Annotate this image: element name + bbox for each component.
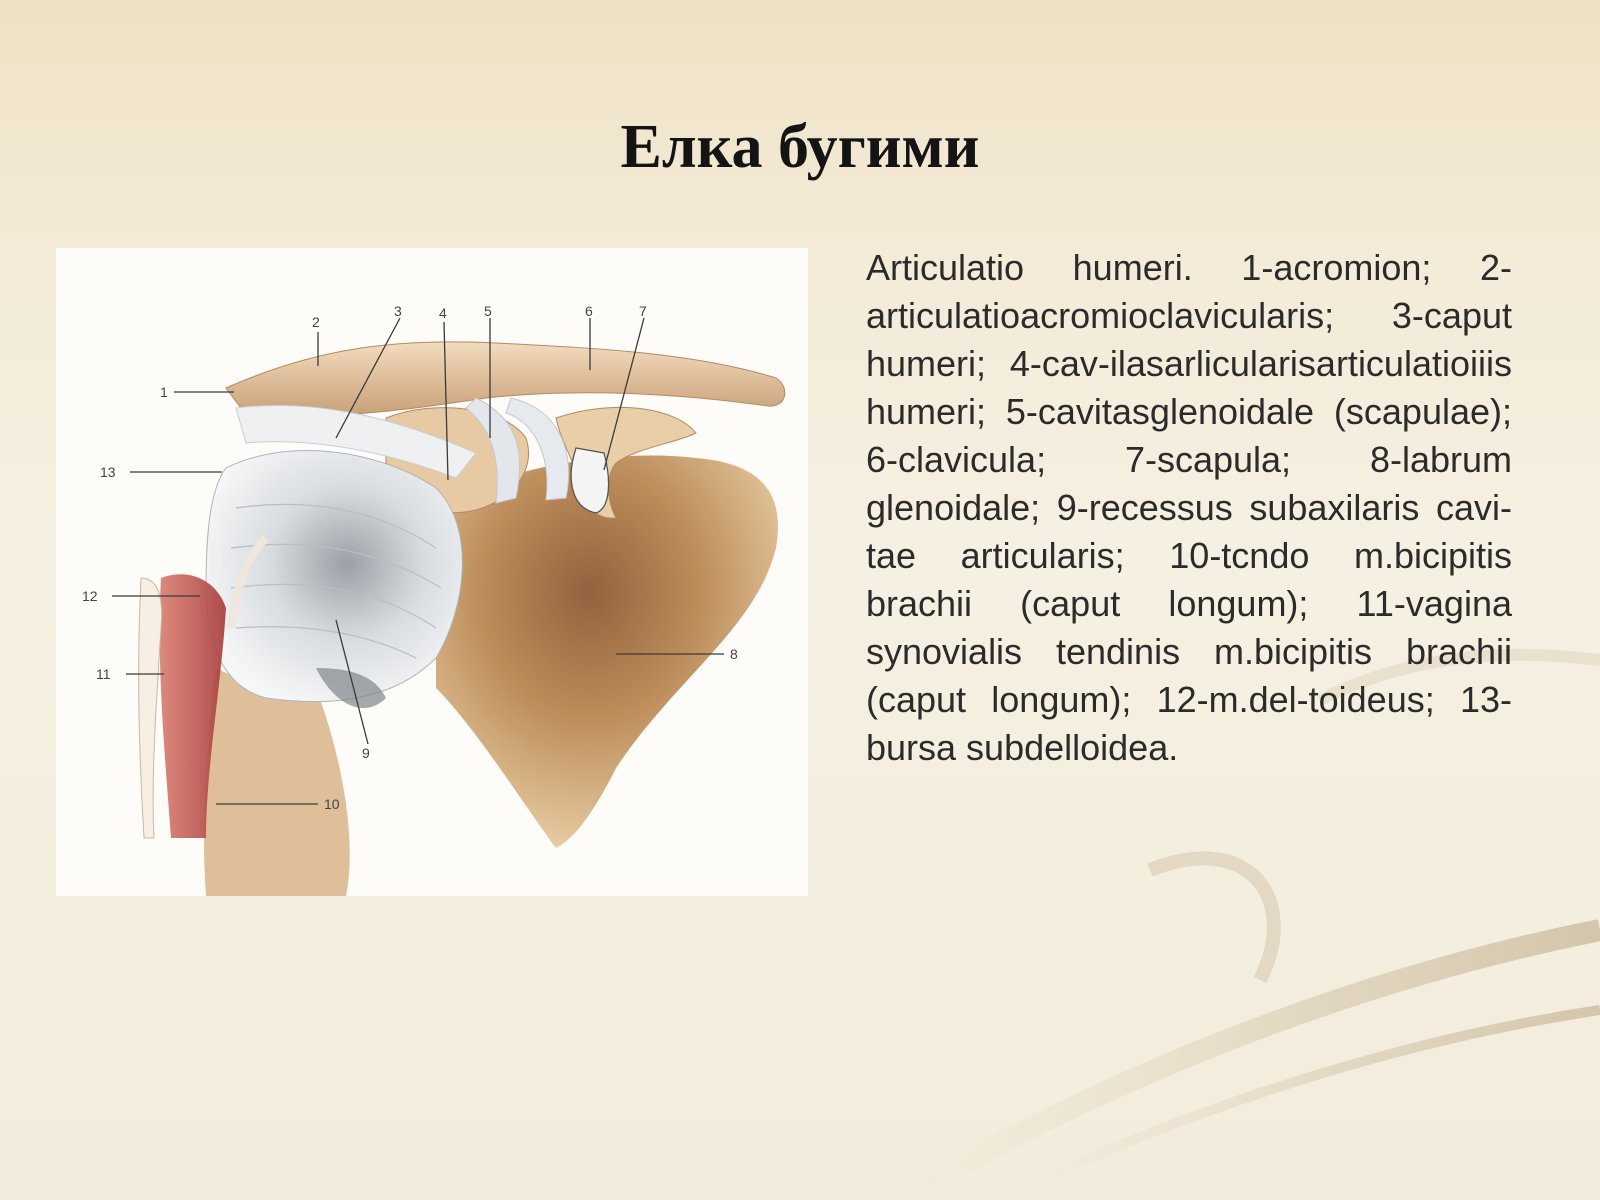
clavicle xyxy=(226,342,785,416)
label-2: 2 xyxy=(312,314,320,330)
label-9: 9 xyxy=(362,745,370,761)
shoulder-joint-illustration xyxy=(56,248,808,896)
shoulder-joint-drawing xyxy=(56,248,808,896)
label-5: 5 xyxy=(484,303,492,319)
label-4: 4 xyxy=(439,305,447,321)
humerus-shaft xyxy=(204,668,350,896)
figure-caption: Articulatio humeri. 1-acromion; 2-articulatioacromioclavicularis; 3-caput humeri; 4-cav-ilasarlicularisarticulatioiiis humeri; 5-cavitasglenoidale (scapulae); 6-clavicula; 7-scapula; 8-labrum glenoidale; 9-recessus subaxilaris cavi-tae articularis; 10-tcndo m.bicipitis brachii (caput longum); 11-vagina synovialis tendinis m.bicipitis brachii (caput longum); 12-m.del-toideus; 13-bursa subdelloidea. xyxy=(866,247,1512,768)
label-12: 12 xyxy=(82,588,98,604)
label-10: 10 xyxy=(324,796,340,812)
label-8: 8 xyxy=(730,646,738,662)
label-13: 13 xyxy=(100,464,116,480)
label-11: 11 xyxy=(96,666,111,682)
tendon-sheath xyxy=(139,578,162,838)
label-6: 6 xyxy=(585,303,593,319)
label-3: 3 xyxy=(394,303,402,319)
slide-title: Елка бугими xyxy=(620,113,980,181)
label-1: 1 xyxy=(160,384,168,400)
label-7: 7 xyxy=(639,303,647,319)
